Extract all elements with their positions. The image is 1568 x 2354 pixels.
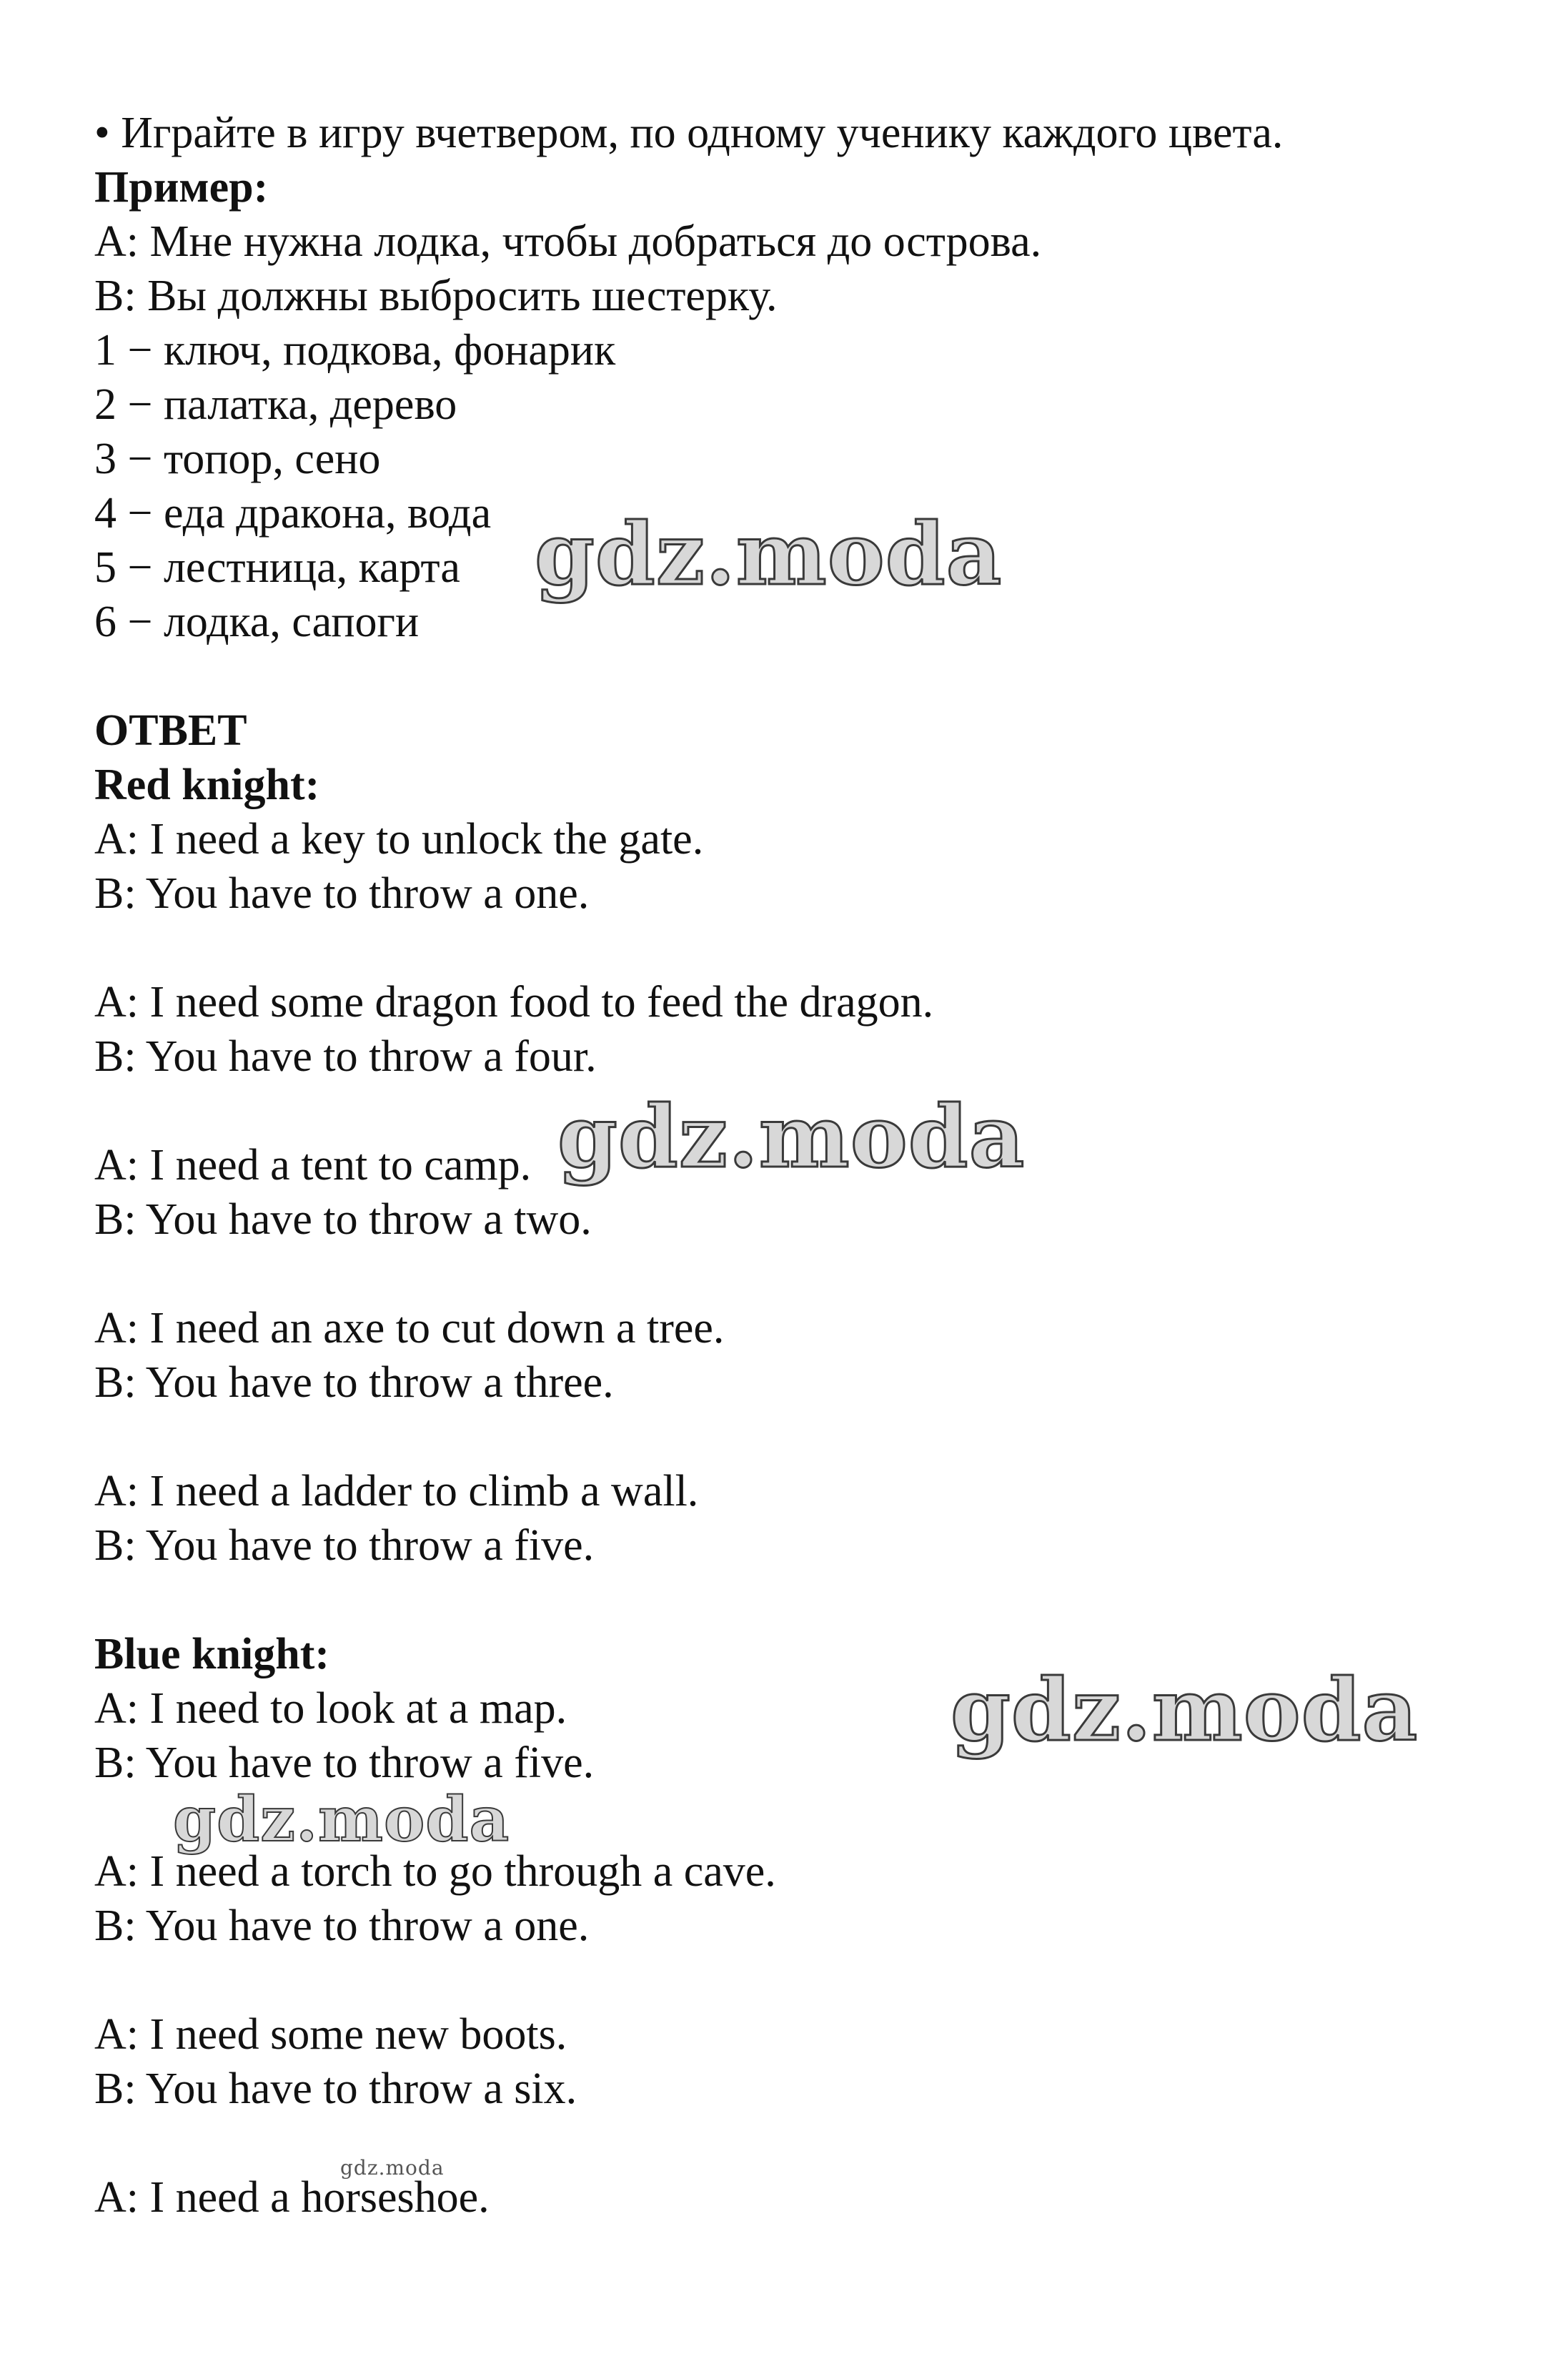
dice-item-4: 4 − еда дракона, вода [94, 489, 492, 538]
dice-item-5: 5 − лестница, карта [94, 543, 460, 592]
red-dialogue-2-a: A: I need some dragon food to feed the dragon. [94, 978, 934, 1027]
red-knight-heading: Red knight: [94, 761, 320, 809]
dice-item-6: 6 − лодка, сапоги [94, 598, 420, 646]
red-dialogue-3-a: A: I need a tent to camp. [94, 1141, 532, 1190]
blue-dialogue-2-a: A: I need a torch to go through a cave. [94, 1847, 776, 1896]
dice-item-3: 3 − топор, сено [94, 435, 381, 483]
watermark-logo: gdz.moda [951, 1660, 1419, 1761]
red-dialogue-5-a: A: I need a ladder to climb a wall. [94, 1467, 699, 1515]
watermark-logo: gdz.moda [557, 1087, 1026, 1187]
watermark-logo: gdz.moda [340, 2156, 445, 2180]
blue-last-line: A: I need a horseshoe. [94, 2173, 490, 2222]
example-heading: Пример: [94, 163, 269, 212]
blue-dialogue-1-a: A: I need to look at a map. [94, 1684, 567, 1733]
blue-dialogue-3-a: A: I need some new boots. [94, 2010, 567, 2059]
red-dialogue-3-b: B: You have to throw a two. [94, 1195, 592, 1244]
example-line-a: A: Мне нужна лодка, чтобы добраться до острова. [94, 217, 1042, 266]
example-line-b: B: Вы должны выбросить шестерку. [94, 272, 778, 320]
red-dialogue-4-b: B: You have to throw a three. [94, 1358, 614, 1407]
blue-dialogue-3-b: B: You have to throw a six. [94, 2064, 577, 2113]
watermark-logo: gdz.moda [535, 504, 1003, 605]
red-dialogue-4-a: A: I need an axe to cut down a tree. [94, 1304, 725, 1352]
red-dialogue-2-b: B: You have to throw a four. [94, 1032, 597, 1081]
blue-dialogue-1-b: B: You have to throw a five. [94, 1739, 595, 1787]
dice-item-2: 2 − палатка, дерево [94, 380, 457, 429]
watermark-logo: gdz.moda [173, 1784, 510, 1856]
red-dialogue-1-b: B: You have to throw a one. [94, 869, 590, 918]
blue-knight-heading: Blue knight: [94, 1630, 330, 1678]
red-dialogue-5-b: B: You have to throw a five. [94, 1521, 595, 1570]
dice-item-1: 1 − ключ, подкова, фонарик [94, 326, 616, 375]
answer-heading: ОТВЕТ [94, 706, 247, 755]
blue-dialogue-2-b: B: You have to throw a one. [94, 1902, 590, 1950]
red-dialogue-1-a: A: I need a key to unlock the gate. [94, 815, 704, 864]
instruction-text: • Играйте в игру вчетвером, по одному ученику каждого цвета. [94, 109, 1284, 157]
